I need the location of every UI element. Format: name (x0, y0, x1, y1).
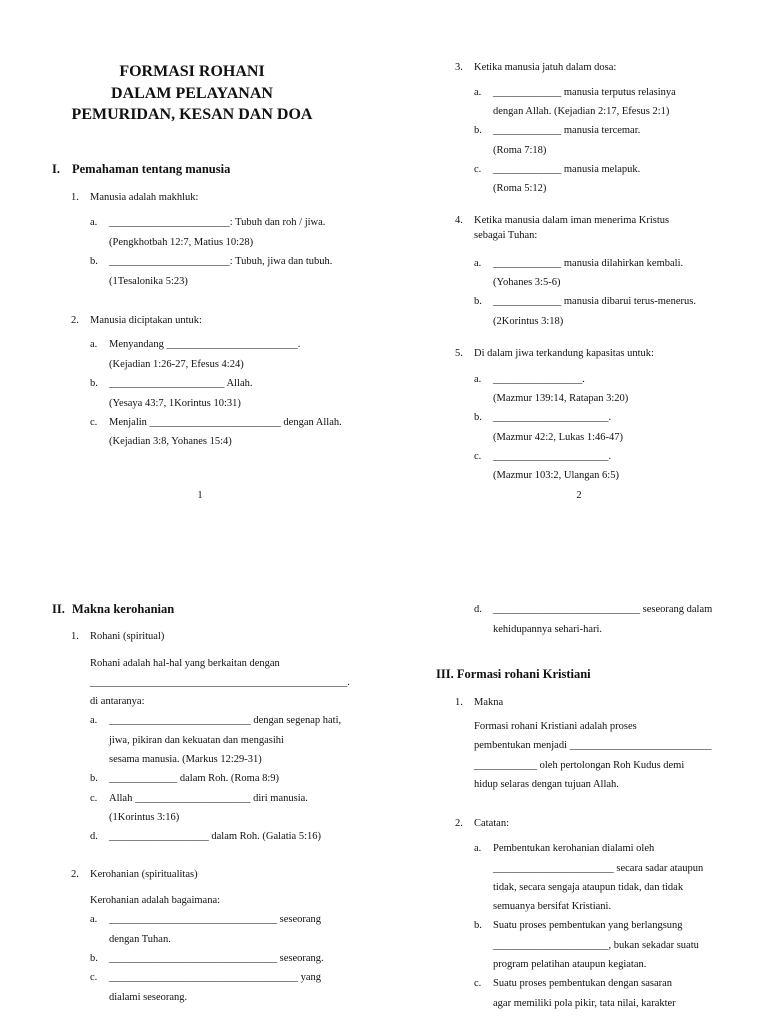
sub-label: a. (90, 217, 98, 228)
section-number: I. (52, 162, 60, 176)
item-number: 1. (455, 697, 463, 708)
item-text: Rohani (spiritual) (90, 631, 165, 642)
note-text: semuanya bersifat Kristiani. (493, 901, 612, 912)
fill-in-line: ____________ oleh pertolongan Roh Kudus demi (474, 760, 685, 771)
fill-in-continued: dengan Tuhan. (109, 934, 171, 945)
note-text: Suatu proses pembentukan yang berlangsung (493, 920, 683, 931)
sub-label: c. (474, 451, 482, 462)
sub-label: a. (474, 374, 482, 385)
page-4 (384, 512, 768, 1024)
scripture-ref: (Roma 5:12) (493, 183, 547, 194)
item-text: Manusia adalah makhluk: (90, 192, 199, 203)
sub-label: d. (90, 831, 98, 842)
paragraph: Rohani adalah hal-hal yang berkaitan dengan (90, 658, 280, 669)
sub-label: c. (474, 164, 482, 175)
section-number: III. (436, 667, 454, 681)
fill-in-line: ______________________. (493, 451, 612, 462)
doc-title-line-1: FORMASI ROHANI (119, 63, 265, 80)
fill-in-line: _____________ manusia terputus relasinya (493, 87, 676, 98)
fill-in-line: ______________________ Allah. (109, 378, 253, 389)
paragraph: di antaranya: (90, 696, 145, 707)
doc-title-line-3: PEMURIDAN, KESAN DAN DOA (71, 106, 313, 123)
page-1 (0, 0, 384, 512)
scripture-ref: (1Tesalonika 5:23) (109, 276, 188, 287)
scripture-ref: (Roma 7:18) (493, 145, 547, 156)
item-number: 2. (455, 818, 463, 829)
paragraph: Kerohanian adalah bagaimana: (90, 895, 221, 906)
sub-label: b. (90, 773, 98, 784)
sub-label: a. (474, 843, 482, 854)
fill-in-continued: kehidupannya sehari-hari. (493, 624, 603, 635)
page-number: 1 (197, 490, 203, 501)
scripture-ref: (Yesaya 43:7, 1Korintus 10:31) (109, 398, 241, 409)
item-number: 1. (71, 631, 79, 642)
sub-label: b. (474, 125, 482, 136)
sub-label: c. (90, 793, 98, 804)
fill-in-continued: dialami seseorang. (109, 992, 188, 1003)
paragraph: Formasi rohani Kristiani adalah proses (474, 721, 637, 732)
section-title: Makna kerohanian (72, 602, 175, 616)
scripture-ref: (Mazmur 103:2, Ulangan 6:5) (493, 470, 619, 481)
fill-in-line: _____________ manusia tercemar. (493, 125, 641, 136)
scripture-ref: (2Korintus 3:18) (493, 316, 564, 327)
section-title: Pemahaman tentang manusia (72, 162, 231, 176)
fill-in-line: Allah ______________________ diri manusia. (109, 793, 308, 804)
sub-label: a. (474, 87, 482, 98)
scripture-ref: (1Korintus 3:16) (109, 812, 180, 823)
sub-label: b. (474, 412, 482, 423)
sub-label: c. (474, 978, 482, 989)
item-text: Catatan: (474, 818, 509, 829)
scripture-ref: (Kejadian 1:26-27, Efesus 4:24) (109, 359, 244, 370)
item-number: 4. (455, 215, 463, 226)
fill-in-line: _______________________: Tubuh dan roh / jiwa. (109, 217, 326, 228)
item-number: 5. (455, 348, 463, 359)
fill-in-line: ___________________________ dengan segenap hati, (109, 715, 342, 726)
sub-label: a. (90, 339, 98, 350)
sub-label: b. (474, 296, 482, 307)
sub-label: b. (90, 953, 98, 964)
section-title-text: Formasi rohani Kristiani (456, 667, 591, 681)
sub-label: a. (90, 914, 98, 925)
sub-label: a. (474, 258, 482, 269)
fill-in-line: _____________ manusia melapuk. (493, 164, 641, 175)
fill-in-line: ___________________ dalam Roh. (Galatia 5:16) (109, 831, 322, 842)
scripture-ref: (Mazmur 139:14, Ratapan 3:20) (493, 393, 629, 404)
fill-in-line: _____________ dalam Roh. (Roma 8:9) (109, 773, 280, 784)
note-text: Pembentukan kerohanian dialami oleh (493, 843, 655, 854)
scripture-ref: (Pengkhotbah 12:7, Matius 10:28) (109, 237, 254, 248)
sub-label: b. (474, 920, 482, 931)
item-text: Ketika manusia jatuh dalam dosa: (474, 62, 617, 73)
fill-in-line: _____________ manusia dibarui terus-menerus. (493, 296, 696, 307)
scripture-ref: (Kejadian 3:8, Yohanes 15:4) (109, 436, 232, 447)
fill-in-line: ______________________, bukan sekadar suatu (493, 940, 699, 951)
fill-in-line: Menyandang _________________________. (109, 339, 301, 350)
fill-in-line: _______________________: Tubuh, jiwa dan tubuh. (109, 256, 333, 267)
item-text: Ketika manusia dalam iman menerima Kristus (474, 215, 670, 226)
note-text: agar memiliki pola pikir, tata nilai, karakter (493, 998, 676, 1009)
fill-in-line: ______________________. (493, 412, 612, 423)
fill-in-line: _________________________________________________. (90, 677, 350, 688)
fill-in-line: pembentukan menjadi ___________________________ (474, 740, 712, 751)
note-text: tidak, secara sengaja ataupun tidak, dan tidak (493, 882, 684, 893)
item-number: 3. (455, 62, 463, 73)
sub-label: b. (90, 256, 98, 267)
item-text-continued: sebagai Tuhan: (474, 230, 538, 241)
item-text: Kerohanian (spiritualitas) (90, 869, 198, 880)
fill-in-continued: jiwa, pikiran dan kekuatan dan mengasihi (109, 735, 284, 746)
fill-in-line: ________________________________ seseorang (109, 914, 322, 925)
fill-in-line: ________________________________ seseorang. (109, 953, 324, 964)
section-title (436, 668, 591, 681)
item-number: 1. (71, 192, 79, 203)
item-text: Makna (474, 697, 504, 708)
doc-title-line-2: DALAM PELAYANAN (111, 85, 273, 102)
note-text: program pelatihan ataupun kegiatan. (493, 959, 647, 970)
note-text: Suatu proses pembentukan dengan sasaran (493, 978, 673, 989)
fill-in-line: _________________. (493, 374, 585, 385)
item-number: 2. (71, 869, 79, 880)
sub-label: d. (474, 604, 482, 615)
scripture-ref: (Yohanes 3:5-6) (493, 277, 561, 288)
fill-in-line: _______________________ secara sadar ataupun (493, 863, 704, 874)
fill-in-line: _____________ manusia dilahirkan kembali. (493, 258, 684, 269)
section-number: II. (52, 602, 65, 616)
sub-label: a. (90, 715, 98, 726)
fill-in-line: Menjalin _________________________ dengan Allah. (109, 417, 342, 428)
fill-in-continued: sesama manusia. (Markus 12:29-31) (109, 754, 262, 765)
page-number: 2 (576, 490, 582, 501)
item-text: Di dalam jiwa terkandung kapasitas untuk: (474, 348, 654, 359)
sub-label: c. (90, 972, 98, 983)
fill-in-line: ____________________________________ yang (109, 972, 322, 983)
item-number: 2. (71, 315, 79, 326)
sub-label: c. (90, 417, 98, 428)
item-text: Manusia diciptakan untuk: (90, 315, 202, 326)
sub-label: b. (90, 378, 98, 389)
paragraph: hidup selaras dengan tujuan Allah. (474, 779, 619, 790)
page-3 (0, 512, 384, 1024)
scripture-ref: (Mazmur 42:2, Lukas 1:46-47) (493, 432, 624, 443)
fill-in-continued: dengan Allah. (Kejadian 2:17, Efesus 2:1) (493, 106, 670, 117)
fill-in-line: ____________________________ seseorang dalam (493, 604, 713, 615)
page-2 (384, 0, 768, 512)
